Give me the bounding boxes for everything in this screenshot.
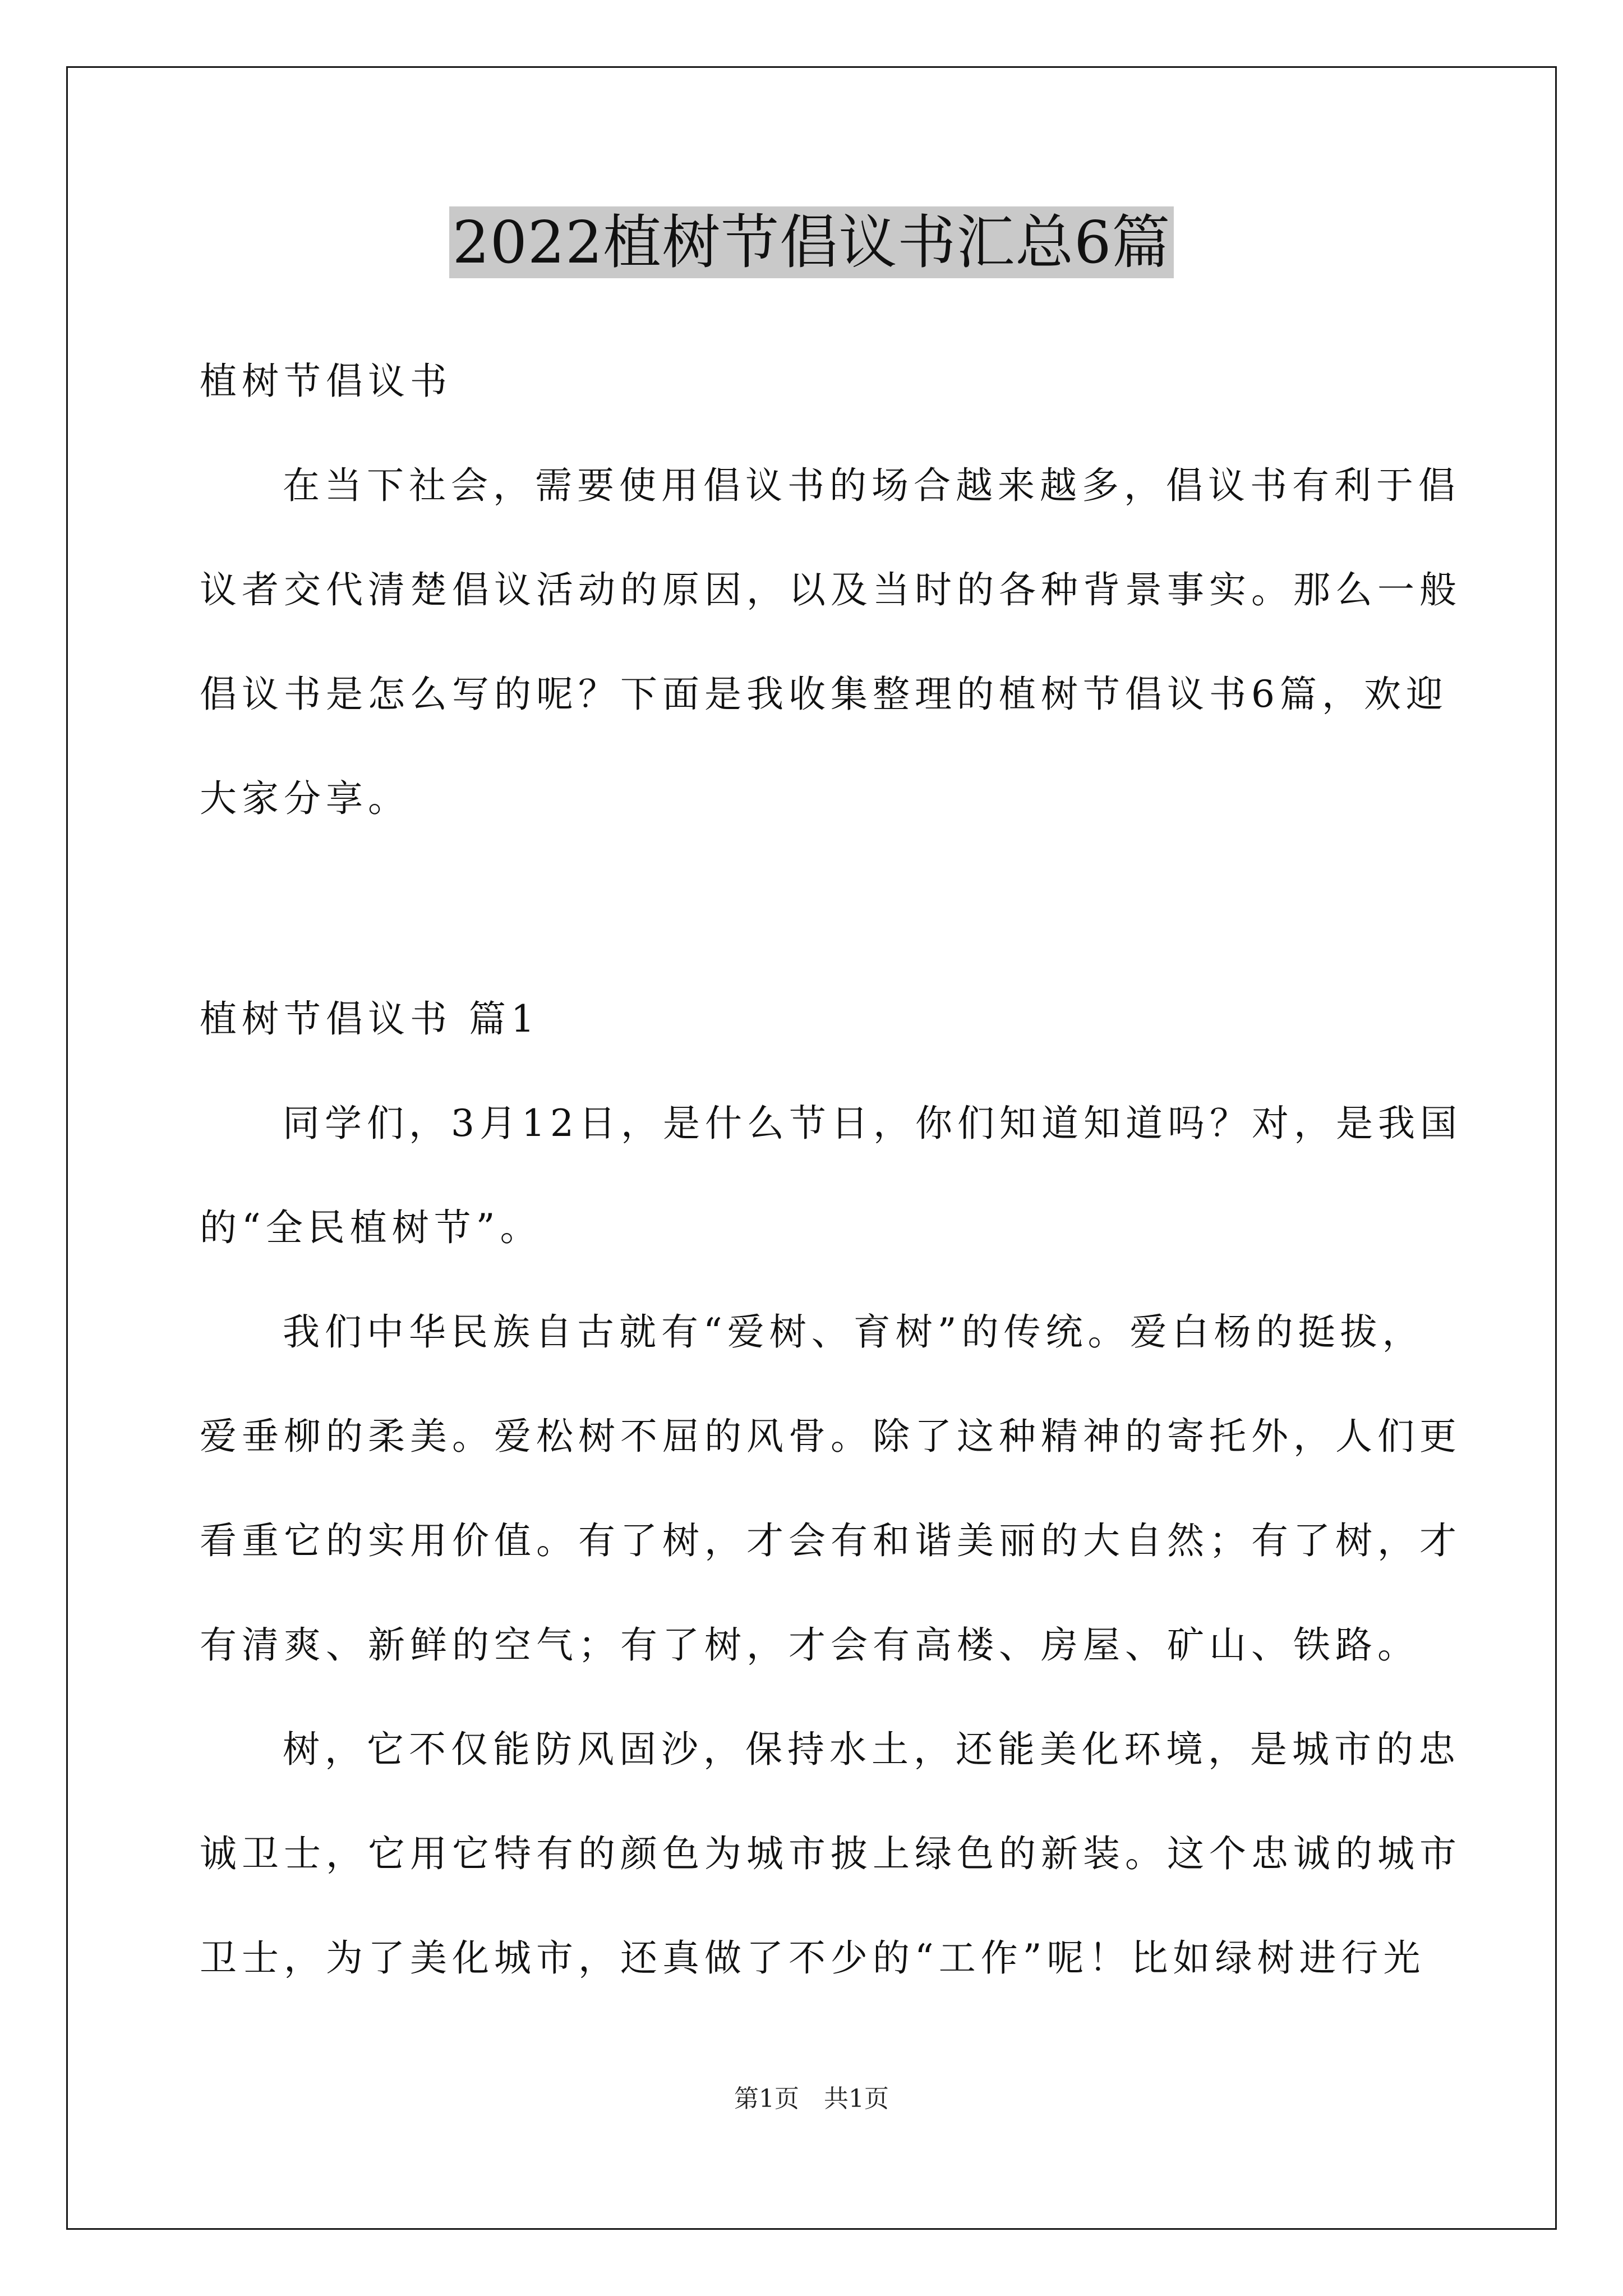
section-heading: 植树节倡议书 篇1 <box>200 997 540 1041</box>
paragraph-line: 议者交代清楚倡议活动的原因，以及当时的各种背景事实。那么一般 <box>200 568 1461 611</box>
paragraph-line: 大家分享。 <box>200 777 410 820</box>
paragraph-line: 的“全民植树节”。 <box>200 1206 542 1249</box>
paragraph-line: 诚卫士，它用它特有的颜色为城市披上绿色的新装。这个忠诚的城市 <box>200 1832 1461 1875</box>
page-footer: 第1页 共1页 <box>734 2085 889 2113</box>
document-title: 2022植树节倡议书汇总6篇 <box>449 206 1174 278</box>
paragraph-line: 有清爽、新鲜的空气；有了树，才会有高楼、房屋、矿山、铁路。 <box>200 1623 1419 1667</box>
paragraph-line: 倡议书是怎么写的呢？下面是我收集整理的植树节倡议书6篇，欢迎 <box>200 673 1448 716</box>
paragraph-line: 卫士，为了美化城市，还真做了不少的“工作”呢！比如绿树进行光 <box>200 1936 1426 1980</box>
paragraph-line: 在当下社会，需要使用倡议书的场合越来越多，倡议书有利于倡 <box>283 464 1460 507</box>
paragraph-line: 同学们，3月12日，是什么节日，你们知道知道吗？对，是我国 <box>283 1102 1462 1145</box>
section-heading: 植树节倡议书 <box>200 360 452 403</box>
paragraph-line: 爱垂柳的柔美。爱松树不屈的风骨。除了这种精神的寄托外，人们更 <box>200 1415 1461 1458</box>
paragraph-line: 树，它不仅能防风固沙，保持水土，还能美化环境，是城市的忠 <box>283 1728 1460 1771</box>
paragraph-line: 看重它的实用价值。有了树，才会有和谐美丽的大自然；有了树，才 <box>200 1519 1461 1562</box>
title-container <box>0 206 1623 278</box>
paragraph-line: 我们中华民族自古就有“爱树、育树”的传统。爱白杨的挺拔， <box>283 1310 1424 1354</box>
